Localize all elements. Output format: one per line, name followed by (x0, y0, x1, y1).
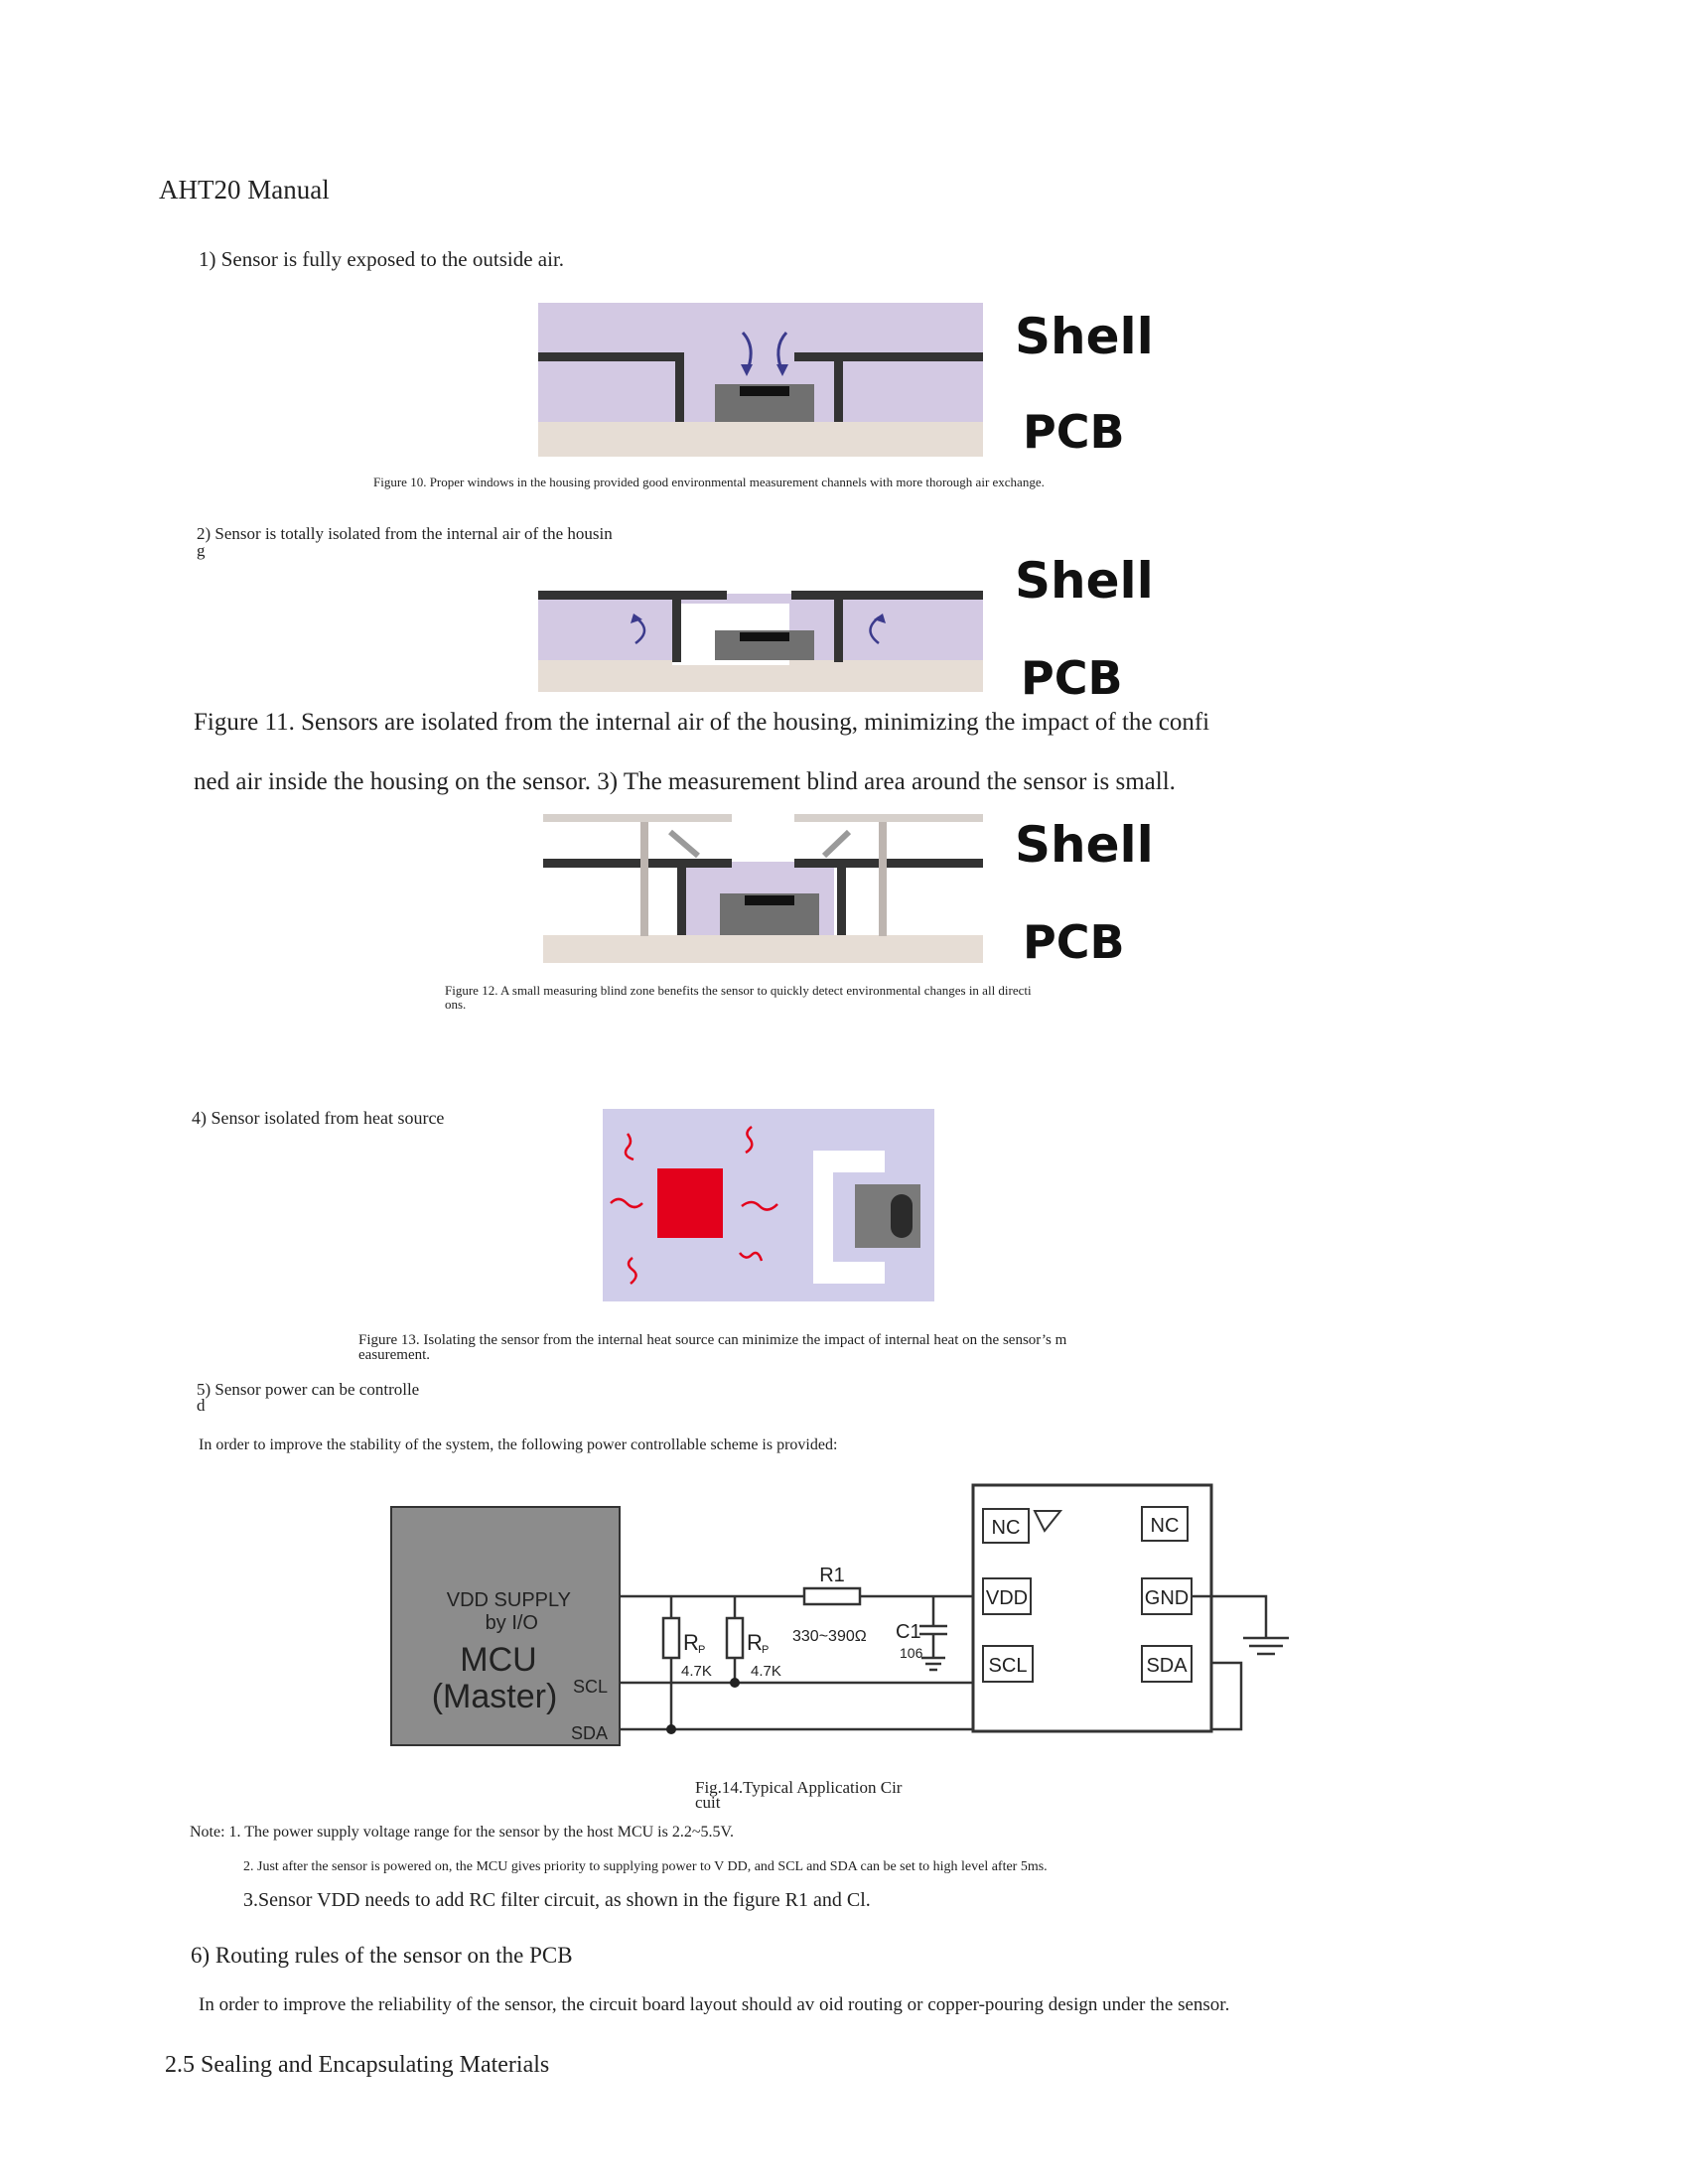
mcu-supply-line-2: by I/O (485, 1612, 538, 1634)
section-5-heading: 5) Sensor power can be controlle (197, 1380, 420, 1399)
outer-post-right (879, 822, 887, 936)
section-1-heading: 1) Sensor is fully exposed to the outside air. (199, 247, 565, 271)
c1-label: C1 (896, 1621, 921, 1643)
shell-wall-left (543, 859, 732, 868)
figure-14-circuit (387, 1479, 1301, 1777)
rp2-label: R (747, 1630, 763, 1655)
rp2-resistor (727, 1618, 743, 1658)
figure-11-pcb-label: PCB (1021, 651, 1123, 705)
junction-scl (730, 1678, 740, 1688)
air-arrow-right-icon (824, 832, 849, 856)
note-3: 3.Sensor VDD needs to add RC filter circuit, as shown in the figure R1 and Cl. (243, 1889, 871, 1911)
shell-post-left (672, 591, 681, 662)
shell-post-right (834, 591, 843, 662)
figure-12 (541, 814, 998, 963)
section-2-5-heading: 2.5 Sealing and Encapsulating Materials (165, 2052, 550, 2078)
figure-11-shell-label: Shell (1015, 552, 1154, 610)
figure-11-diagram (536, 586, 993, 695)
figure-13-caption-line-1: Figure 13. Isolating the sensor from the internal heat source can minimize the impact of internal heat on the sensor’s m (358, 1332, 1067, 1348)
r1-resistor (804, 1588, 860, 1604)
pin-nc-right-label: NC (1150, 1515, 1180, 1537)
outer-post-left (640, 822, 648, 936)
c1-value: 106 (900, 1645, 923, 1661)
shell-top-right (794, 814, 983, 822)
heat-source (657, 1168, 723, 1238)
shell-wall-right (794, 859, 983, 868)
figure-14-caption-line-2: cuit (695, 1793, 721, 1812)
sensor-window (891, 1194, 913, 1238)
sensor-window (745, 895, 794, 905)
pin-nc-left-label: NC (991, 1517, 1021, 1539)
figure-10-caption: Figure 10. Proper windows in the housing provided good environmental measurement channels with more thorough air exchange. (373, 475, 1045, 489)
figure-10-shell-label: Shell (1015, 308, 1154, 365)
note-1: Note: 1. The power supply voltage range for the sensor by the host MCU is 2.2~5.5V. (190, 1824, 734, 1841)
shell-wall-left (538, 352, 677, 361)
page-header-title: AHT20 Manual (159, 175, 330, 205)
rp1-resistor (663, 1618, 679, 1658)
pcb-board (538, 422, 983, 457)
pin-vdd-label: VDD (985, 1587, 1029, 1609)
figure-12-caption-line-2: ons. (445, 997, 467, 1012)
sensor-window (740, 386, 789, 396)
air-arrow-left-icon (670, 832, 698, 856)
mcu-sda-label: SDA (570, 1723, 608, 1743)
rp1-label: R (683, 1630, 699, 1655)
figure-10-pcb-label: PCB (1023, 405, 1125, 459)
mcu-scl-label: SCL (572, 1677, 608, 1697)
c1-capacitor-ground-icon (919, 1596, 947, 1670)
figure-12-pcb-label: PCB (1023, 915, 1125, 969)
r1-label: R1 (819, 1565, 845, 1586)
figure-14-caption-line-1: Fig.14.Typical Application Cir (695, 1778, 903, 1797)
rp2-sub: P (762, 1644, 770, 1656)
section-5-heading-wrap: d (197, 1396, 206, 1415)
section-2-heading: 2) Sensor is totally isolated from the internal air of the housin (197, 524, 613, 543)
shell-post-right (834, 352, 843, 422)
shell-post-right (837, 859, 846, 935)
mcu-name: MCU (460, 1641, 537, 1679)
figure-13-caption-line-2: easurement. (358, 1347, 431, 1363)
mcu-supply-line-1: VDD SUPPLY (446, 1589, 571, 1611)
note-2: 2. Just after the sensor is powered on, the MCU gives priority to supplying power to V DD, and SCL and SDA can be set to high level after 5ms. (243, 1859, 1048, 1874)
figure-13-diagram (603, 1109, 934, 1301)
junction-sda (666, 1724, 676, 1734)
shell-post-left (675, 352, 684, 422)
figure-13 (603, 1109, 934, 1301)
rp1-sub: P (698, 1644, 706, 1656)
r1-value: 330~390Ω (792, 1628, 867, 1645)
pcb-board (543, 935, 983, 963)
section-6-heading: 6) Routing rules of the sensor on the PCB (191, 1943, 573, 1968)
figure-12-shell-label: Shell (1015, 816, 1154, 874)
figure-12-caption-line-1: Figure 12. A small measuring blind zone benefits the sensor to quickly detect environmental changes in all directi (445, 983, 1032, 998)
figure-12-diagram (541, 814, 998, 963)
rp2-value: 4.7K (751, 1663, 781, 1680)
pin-scl-label: SCL (988, 1655, 1028, 1677)
mcu-role: (Master) (431, 1678, 558, 1715)
section-2-heading-wrap: g (197, 541, 206, 560)
section-6-body: In order to improve the reliability of the sensor, the circuit board layout should av oid routing or copper-pouring design under the sensor. (199, 1994, 1230, 2015)
figure-11 (536, 586, 993, 695)
shell-top-left (543, 814, 732, 822)
shell-wall-right (794, 352, 983, 361)
sensor-window (740, 632, 789, 641)
figure-11-caption-line-2: ned air inside the housing on the sensor. 3) The measurement blind area around the sensor is small. (194, 768, 1176, 795)
pin-sda-label: SDA (1146, 1655, 1188, 1677)
section-4-heading: 4) Sensor isolated from heat source (192, 1108, 445, 1128)
section-5-intro: In order to improve the stability of the system, the following power controllable scheme is provided: (199, 1436, 838, 1453)
shell-wall-right (791, 591, 983, 600)
pin-gnd-label: GND (1144, 1587, 1190, 1609)
circuit-diagram (387, 1479, 1301, 1777)
rp1-value: 4.7K (681, 1663, 712, 1680)
figure-11-caption-line-1: Figure 11. Sensors are isolated from the internal air of the housing, minimizing the impact of the confi (194, 709, 1210, 736)
shell-post-left (677, 859, 686, 935)
shell-wall-left (538, 591, 727, 600)
